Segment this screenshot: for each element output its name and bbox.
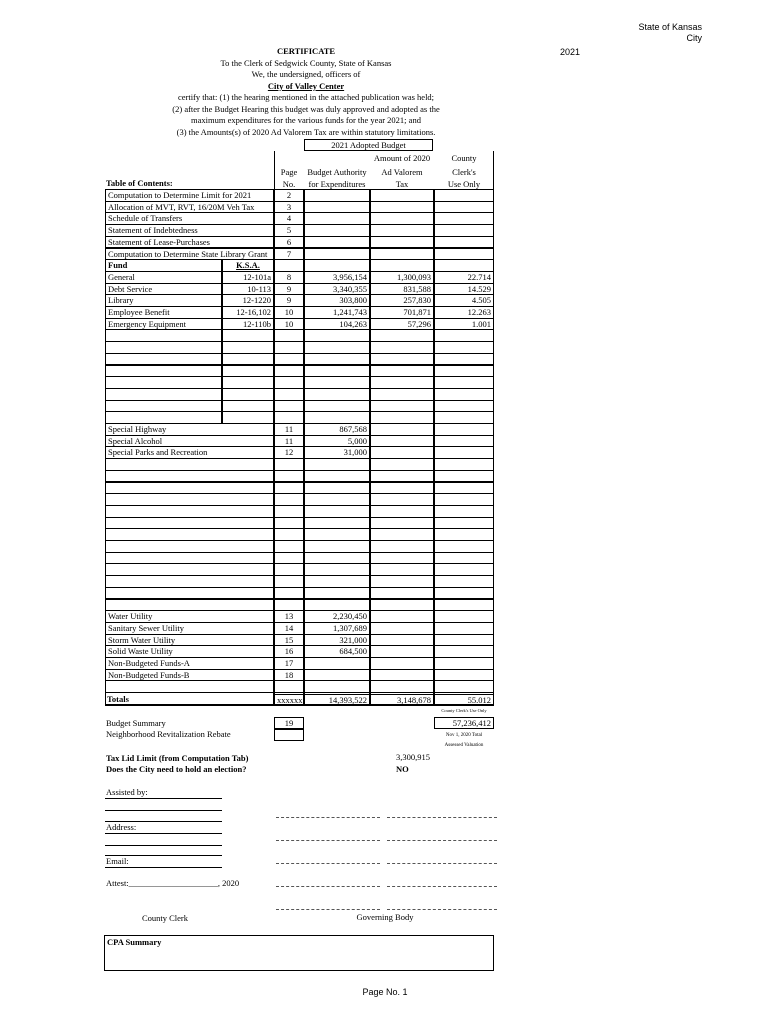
fund-ksa-cell: 12-101a: [222, 271, 274, 284]
assisted-label: Assisted by:: [106, 787, 148, 797]
sig-line-1b: [387, 817, 497, 818]
fund-clerk-cell: 12.263: [434, 306, 494, 319]
sig-line-2a: [276, 840, 380, 841]
certificate-line-3: maximum expenditures for the various funds for the year 2021; and: [191, 115, 421, 125]
column-frame: [274, 151, 494, 189]
type-label: City: [686, 33, 702, 43]
cpa-summary-label: CPA Summary: [107, 937, 162, 947]
fund-budget-cell: 104,263: [304, 318, 370, 331]
certificate-to: To the Clerk of Sedgwick County, State of Kansas: [220, 57, 392, 68]
fund-page-cell: 8: [274, 271, 304, 284]
fund-name-cell: Special Highway: [105, 423, 274, 436]
fund-name-cell: Solid Waste Utility: [105, 645, 274, 658]
budget-authority-header: Budget Authority for Expenditures: [307, 167, 367, 189]
fund-name-cell: Non-Budgeted Funds-A: [105, 657, 274, 670]
fund-page-cell: 9: [274, 283, 304, 296]
fund-page-cell: 15: [274, 634, 304, 647]
page-number: Page No. 1: [362, 987, 408, 997]
sig-line-1a: [276, 817, 380, 818]
totals-label: Totals: [105, 694, 274, 706]
fund-fund-cell: General: [105, 271, 222, 284]
fund-page-cell: 18: [274, 669, 304, 682]
budget-summary-label: Budget Summary: [106, 718, 166, 728]
fund-tax-cell: 1,300,093: [370, 271, 434, 284]
toc-item: Computation to Determine Limit for 2021: [105, 189, 274, 202]
fund-tax-cell: 57,296: [370, 318, 434, 331]
toc-page: 7: [274, 248, 304, 261]
sig-line-3b: [387, 863, 497, 864]
totals-page: xxxxxx: [274, 694, 304, 706]
fund-name-cell: Special Alcohol: [105, 435, 274, 448]
sig-line-5b: [387, 909, 497, 910]
assessed-valuation: 57,236,412: [434, 717, 494, 729]
fund-fund-cell: Library: [105, 294, 222, 307]
fund-fund-cell: Debt Service: [105, 283, 222, 296]
fund-budget-cell: 3,340,355: [304, 283, 370, 296]
toc-page: 5: [274, 224, 304, 237]
fund-budget-cell: 867,568: [304, 423, 370, 436]
valuation-note: Nov 1, 2020 Total Assessed Valuation: [444, 733, 484, 748]
election-value: NO: [396, 764, 409, 774]
sig-line-4a: [276, 886, 380, 887]
fund-page-cell: 11: [274, 423, 304, 436]
certificate-we: We, the undersigned, officers of: [251, 69, 361, 79]
fund-ksa-cell: 12-1220: [222, 294, 274, 307]
fund-page-cell: 10: [274, 306, 304, 319]
cpa-summary-box: [104, 935, 494, 971]
sig-line-4b: [387, 886, 497, 887]
fund-budget-cell: 3,956,154: [304, 271, 370, 284]
toc-item: Computation to Determine State Library Grant: [105, 248, 274, 261]
fund-budget-cell: 2,230,450: [304, 610, 370, 623]
clerk-note: County Clerk's Use Only: [441, 708, 487, 713]
fund-name-cell: Non-Budgeted Funds-B: [105, 669, 274, 682]
governing-body-label: Governing Body: [356, 912, 414, 922]
fund-clerk-cell: 14.529: [434, 283, 494, 296]
fund-name-cell: Water Utility: [105, 610, 274, 623]
fund-ksa-cell: 10-113: [222, 283, 274, 296]
city-name: City of Valley Center: [267, 80, 345, 91]
fund-name-cell: Special Parks and Recreation: [105, 446, 274, 459]
assisted-line-2: [105, 810, 222, 811]
county-clerk-label: County Clerk: [141, 913, 189, 923]
fund-page-cell: 11: [274, 435, 304, 448]
toc-page: 4: [274, 212, 304, 225]
fund-header: Fund: [105, 259, 222, 272]
certificate-line-4: (3) the Amounts(s) of 2020 Ad Valorem Tax are within statutory limitations.: [176, 126, 436, 137]
sig-line-3a: [276, 863, 380, 864]
fund-page-cell: 9: [274, 294, 304, 307]
fund-tax-cell: 701,871: [370, 306, 434, 319]
totals-clerk: 55.012: [434, 694, 494, 706]
email-line-1: [105, 867, 222, 868]
fund-fund-cell: Employee Benefit: [105, 306, 222, 319]
fund-clerk-cell: 1.001: [434, 318, 494, 331]
address-line-2: [105, 845, 222, 846]
ad-valorem-header: Ad Valorem Tax: [381, 167, 423, 189]
toc-page: 6: [274, 236, 304, 249]
fund-page-cell: 16: [274, 645, 304, 658]
state-label: State of Kansas: [638, 22, 702, 32]
fund-budget-cell: 684,500: [304, 645, 370, 658]
fund-budget-cell: 1,307,689: [304, 622, 370, 635]
county-header: County: [451, 153, 477, 163]
assisted-line-1: [105, 798, 222, 799]
fund-tax-cell: 257,830: [370, 294, 434, 307]
certificate-title: CERTIFICATE: [276, 46, 336, 56]
toc-title: Table of Contents:: [106, 178, 173, 188]
attest-label: Attest:_____________________, 2020: [106, 878, 240, 888]
totals-budget: 14,393,522: [304, 694, 370, 706]
totals-tax: 3,148,678: [370, 694, 434, 706]
fund-page-cell: 10: [274, 318, 304, 331]
fund-budget-cell: 303,800: [304, 294, 370, 307]
fund-page-cell: 17: [274, 657, 304, 670]
toc-item: Statement of Indebtedness: [105, 224, 274, 237]
fund-budget-cell: 5,000: [304, 435, 370, 448]
sig-line-5a: [276, 909, 380, 910]
fund-clerk-cell: 4.505: [434, 294, 494, 307]
certificate-line-2: (2) after the Budget Hearing this budget was duly approved and adopted as the: [172, 103, 440, 114]
ksa-header: K.S.A.: [222, 259, 274, 272]
adopted-budget-header: 2021 Adopted Budget: [304, 139, 433, 151]
email-label: Email:: [106, 856, 129, 866]
toc-page: 3: [274, 201, 304, 214]
fund-budget-cell: 1,241,743: [304, 306, 370, 319]
fund-clerk-cell: 22.714: [434, 271, 494, 284]
page-no-header: Page No.: [280, 167, 298, 189]
clerk-use-header: Clerk's Use Only: [447, 167, 481, 189]
sig-line-2b: [387, 840, 497, 841]
budget-summary-page: 19: [274, 717, 304, 729]
toc-page: 2: [274, 189, 304, 202]
fund-name-cell: Sanitary Sewer Utility: [105, 622, 274, 635]
toc-item: Statement of Lease-Purchases: [105, 236, 274, 249]
fund-name-cell: Storm Water Utility: [105, 634, 274, 647]
fund-tax-cell: 831,588: [370, 283, 434, 296]
address-line-1: [105, 833, 222, 834]
address-label: Address:: [106, 822, 137, 832]
certificate-block: [100, 46, 512, 138]
rebate-page: [274, 729, 304, 741]
tax-lid-value: 3,300,915: [396, 752, 430, 762]
fund-page-cell: 13: [274, 610, 304, 623]
fund-budget-cell: 31,000: [304, 446, 370, 459]
fund-budget-cell: 321,000: [304, 634, 370, 647]
toc-item: Allocation of MVT, RVT, 16/20M Veh Tax: [105, 201, 274, 214]
tax-lid-label: Tax Lid Limit (from Computation Tab): [106, 753, 249, 763]
certificate-line-1: certify that: (1) the hearing mentioned in the attached publication was held;: [177, 92, 435, 102]
year-label: 2021: [560, 47, 581, 57]
toc-item: Schedule of Transfers: [105, 212, 274, 225]
election-label: Does the City need to hold an election?: [106, 764, 247, 774]
amount-header: Amount of 2020: [373, 153, 431, 163]
fund-page-cell: 14: [274, 622, 304, 635]
rebate-label: Neighborhood Revitalization Rebate: [106, 729, 231, 739]
fund-page-cell: 12: [274, 446, 304, 459]
fund-ksa-cell: 12-16,102: [222, 306, 274, 319]
fund-fund-cell: Emergency Equipment: [105, 318, 222, 331]
fund-ksa-cell: 12-110b: [222, 318, 274, 331]
